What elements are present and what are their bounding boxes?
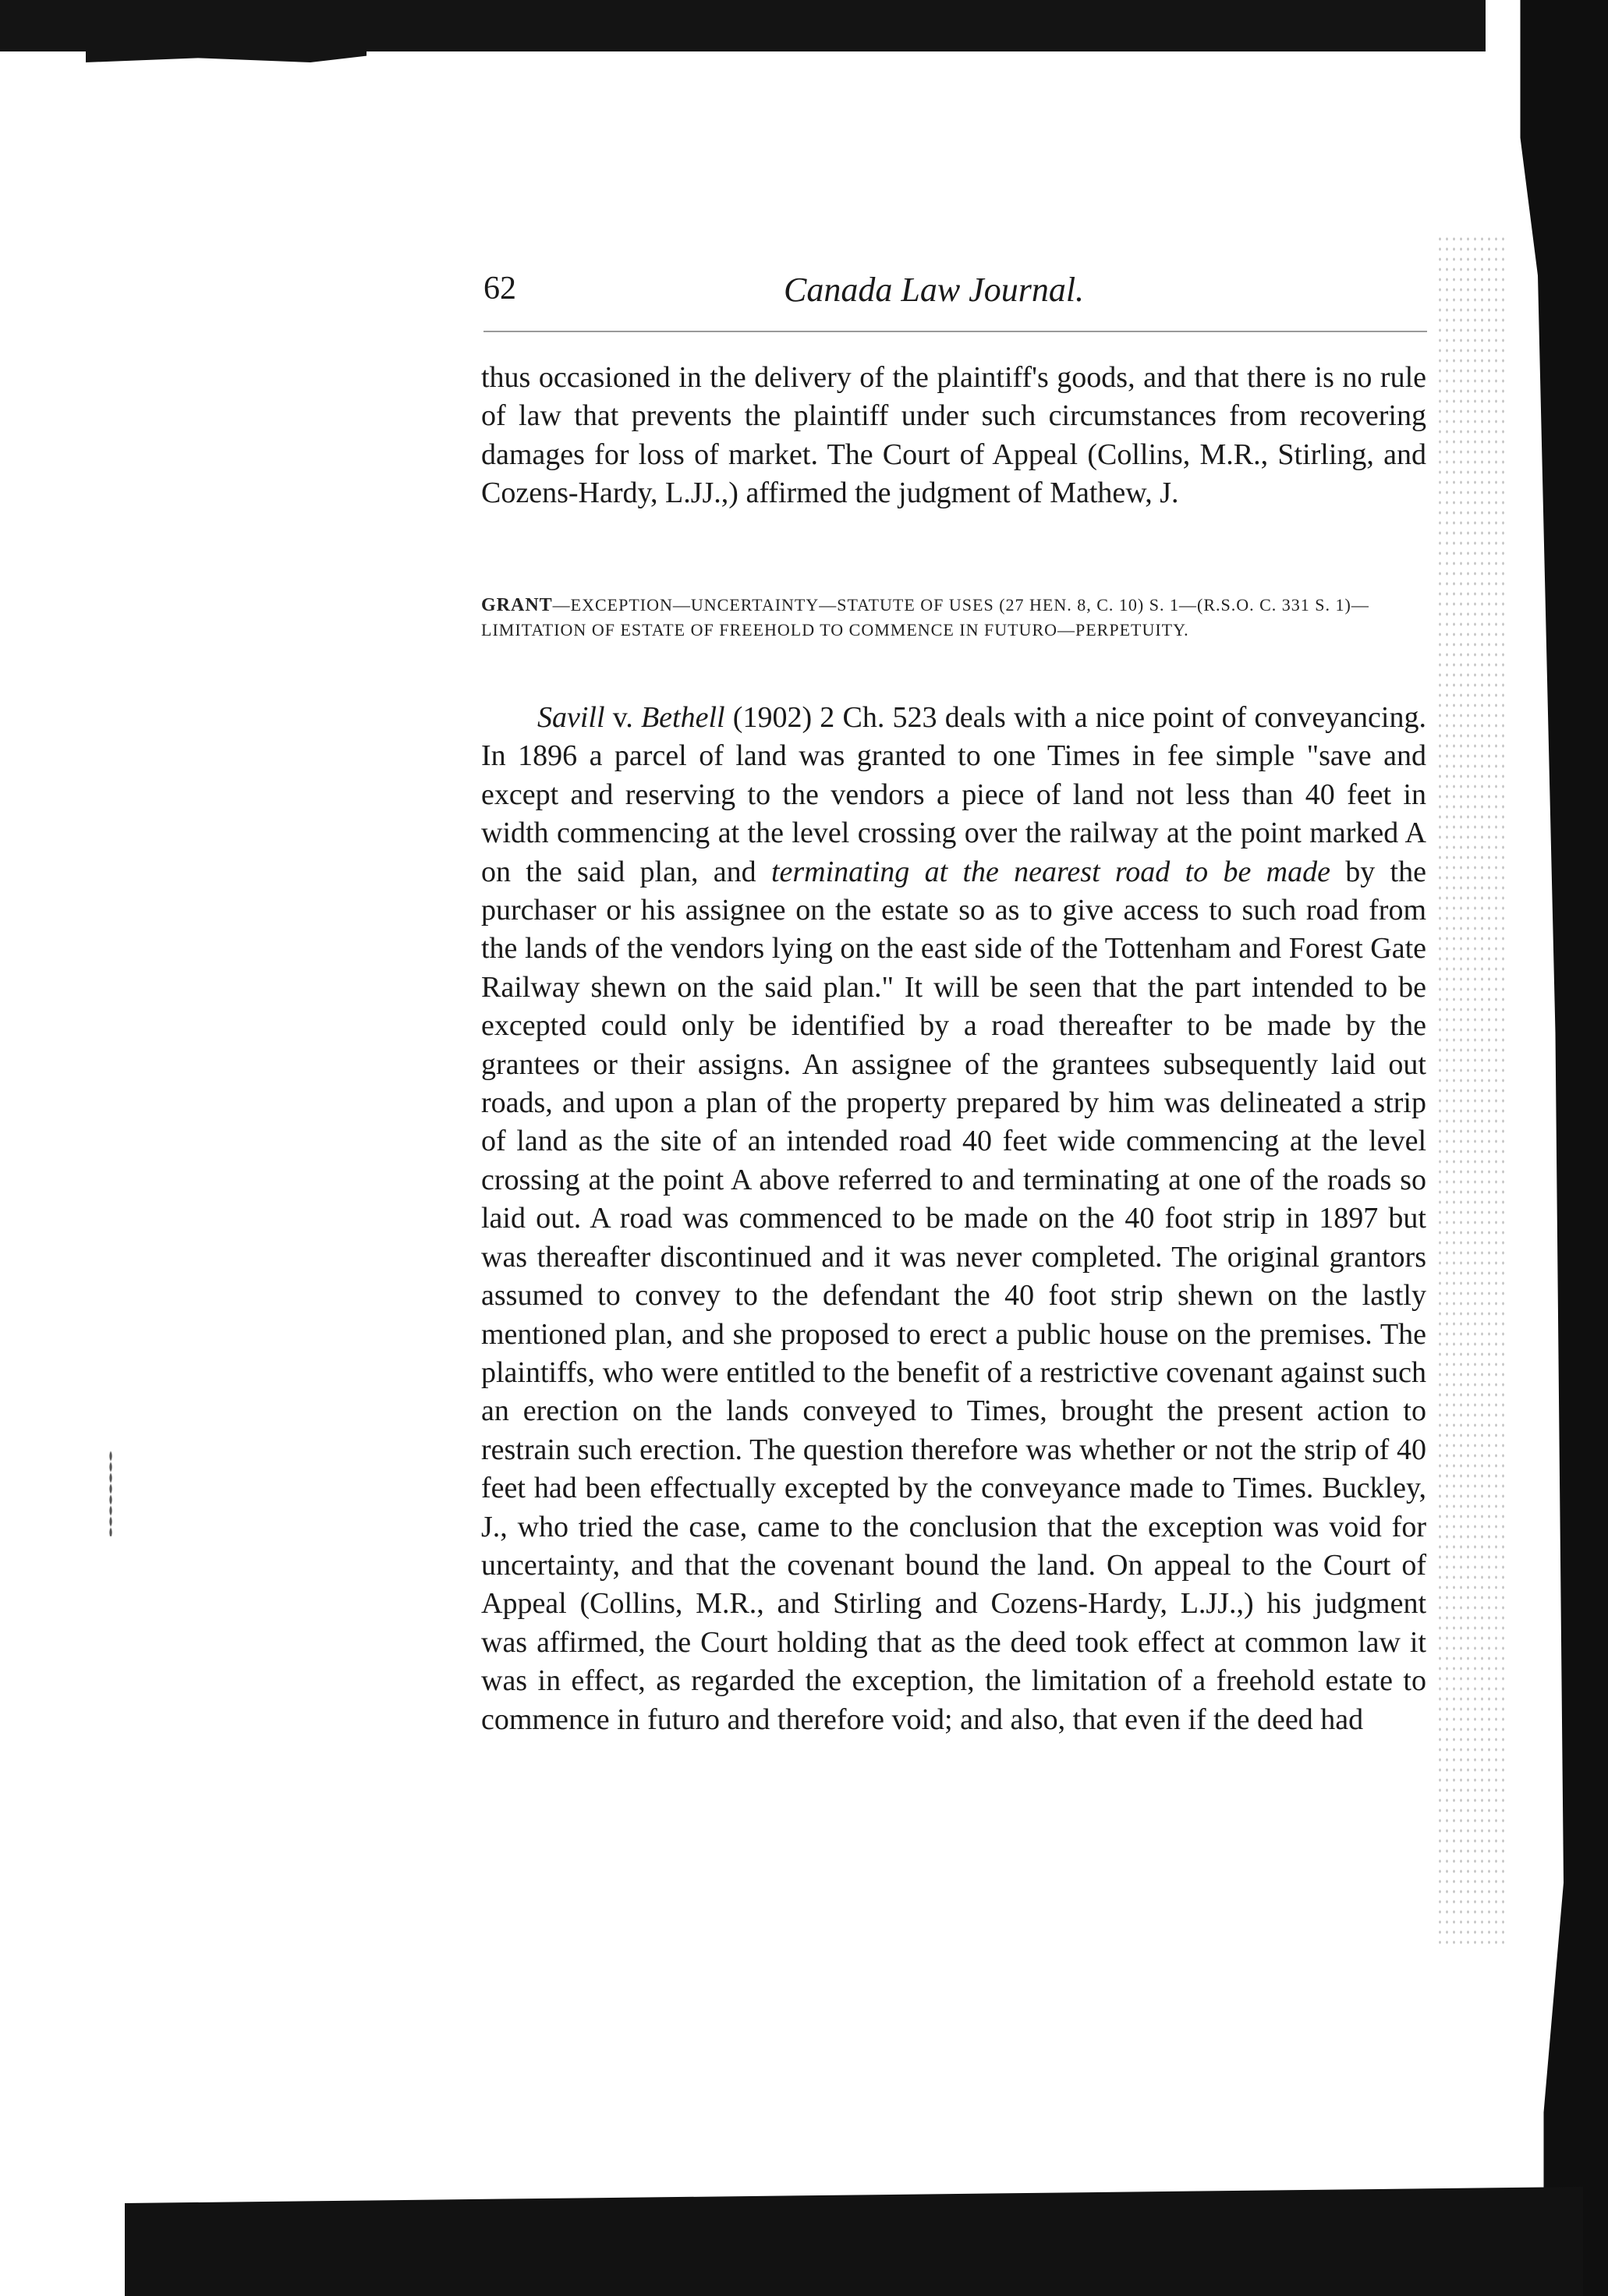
case-party-b: Bethell <box>640 701 725 734</box>
case-citation-text: (1902) 2 Ch. 523 deals with a nice point of conveyancing. In 1896 a parcel of land was granted to one Times in fee simple "save and except and reserving to the vendors a piece of land not less than 40 feet in width commencing at the level crossing over the railway at the point marked A on the said plan, and <box>481 701 1426 888</box>
scan-margin-marks <box>109 1451 112 1536</box>
scan-border-bottom <box>125 2187 1583 2296</box>
case-discussion <box>481 699 1426 1739</box>
case-headnote <box>481 593 1426 642</box>
scan-speckle <box>1436 234 1507 1950</box>
paragraph-1 <box>481 359 1426 513</box>
page-number: 62 <box>483 271 516 306</box>
scan-border-top <box>0 0 1486 87</box>
headnote-lead: GRANT <box>481 595 553 615</box>
paragraph-2 <box>481 699 1426 1739</box>
case-versus: v. <box>604 701 641 734</box>
case-emphasis: terminating at the nearest road to be made <box>770 855 1330 888</box>
headnote-text: —EXCEPTION—UNCERTAINTY—STATUTE OF USES (27 HEN. 8, C. 10) S. 1—(R.S.O. C. 331 S. 1)—LIMITATION OF ESTATE OF FREEHOLD TO COMMENCE IN FUTURO—PERPETUITY. <box>481 595 1369 640</box>
running-title: Canada Law Journal. <box>784 271 1085 309</box>
scan-border-right <box>1491 0 1608 2296</box>
case-rest-text: by the purchaser or his assignee on the estate so as to give access to such road from the lands of the vendors lying on the east side of the Tottenham and Forest Gate Railway shewn on the said plan." It will be seen that the part intended to be excepted could only be identified by a road thereafter to be made by the grantees or their assigns. An assignee of the grantees subsequently laid out roads, and upon a plan of the property prepared by him was delineated a strip of land as the site of an intended road 40 feet wide commencing at the level crossing at the point A above referred to and terminating at one of the roads so laid out. A road was commenced to be made on the 40 foot strip in 1897 but was thereafter discontinued and it was never completed. The original grantors assumed to convey to the defendant the 40 foot strip shewn on the lastly mentioned plan, and she proposed to erect a public house on the premises. The plaintiffs, who were entitled to the benefit of a restrictive covenant against such an erection on the lands conveyed to Times, brought the present action to restrain such erection. The question therefore was whether or not the strip of 40 feet had been effectually excepted by the conveyance made to Times. Buckley, J., who tried the case, came to the conclusion that the exception was void for uncertainty, and that the covenant bound the land. On appeal to the Court of Appeal (Collins, M.R., and Stirling and Cozens-Hardy, L.JJ.,) his judgment was affirmed, the Court holding that as the deed took effect at common law it was in effect, as regarded the exception, the limitation of a freehold estate to commence in futuro and therefore void; and also, that even if the deed had <box>481 855 1426 1736</box>
case-party-a: Savill <box>537 701 605 734</box>
header-rule <box>483 331 1427 332</box>
paragraph-1-text: thus occasioned in the delivery of the plaintiff's goods, and that there is no rule of law that prevents the plaintiff under such circumstances from recovering damages for loss of market. The Court of Appeal (Collins, M.R., Stirling, and Cozens-Hardy, L.JJ.,) affirmed the judgment of Mathew, J. <box>481 361 1426 510</box>
page-header <box>483 270 1154 317</box>
